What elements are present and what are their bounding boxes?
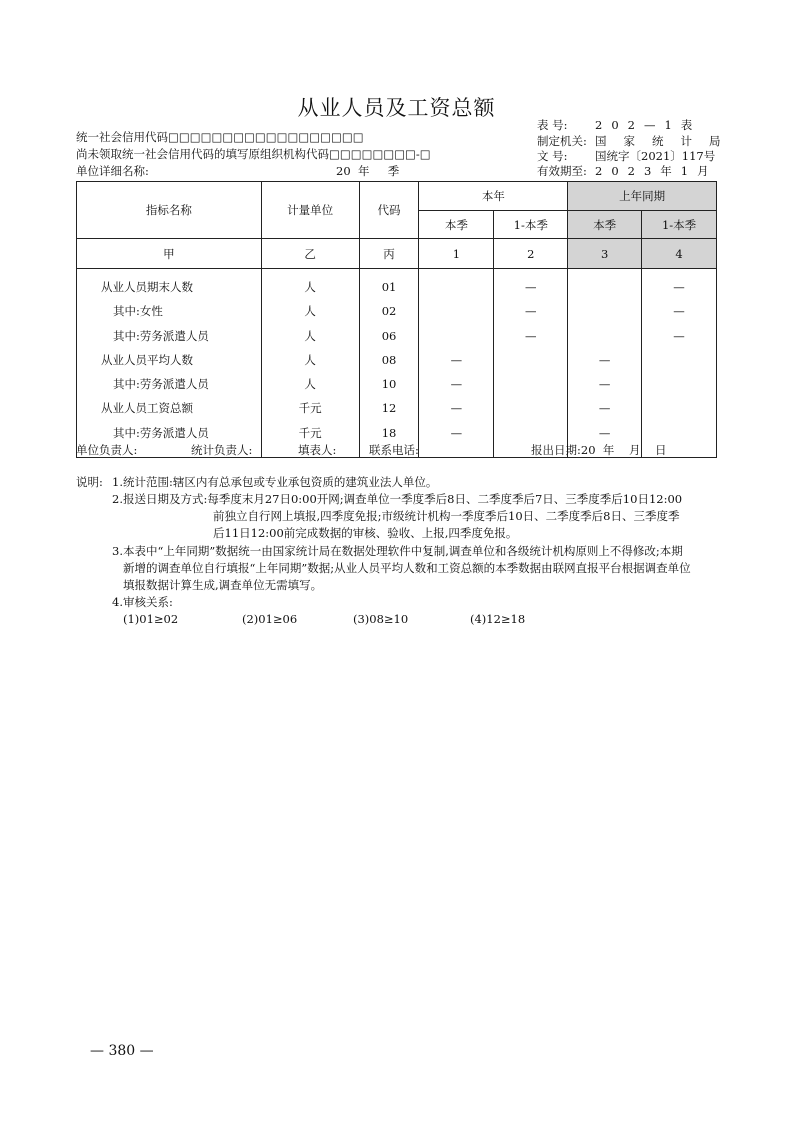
table-number <box>537 118 701 133</box>
label-cell: 4 <box>642 239 717 269</box>
value-cell: — <box>450 352 463 367</box>
note-2-cont: 后11日12:00前完成数据的审核、验收、上报,四季度免报。 <box>213 526 518 540</box>
value-cell: — <box>450 401 463 416</box>
page-number: — 380 — <box>90 1043 154 1059</box>
authority-label: 制定机关: <box>537 134 587 148</box>
credit-code-label: 统一社会信用代码 <box>76 130 168 144</box>
code-value: 08 <box>381 352 397 367</box>
value-cell: — <box>598 425 611 440</box>
code-column <box>359 269 419 458</box>
report-period: 20 年 季 <box>336 164 400 178</box>
label-cell: 乙 <box>261 239 359 269</box>
value-cell <box>568 324 641 348</box>
valid-until <box>537 164 718 179</box>
value-cell <box>419 275 493 299</box>
header-this-year-quarter: 本季 <box>419 211 494 239</box>
indicator-name: 其中:劳务派遣人员 <box>113 425 209 440</box>
indicator-name: 从业人员平均人数 <box>101 352 193 367</box>
document-number <box>537 149 715 164</box>
value-cell: — <box>598 377 611 392</box>
note-2-cont: 前独立自行网上填报,四季度免报;市级统计机构一季度季后10日、二季度季后8日、三季度季 <box>213 509 680 523</box>
header-last-year-quarter: 本季 <box>568 211 642 239</box>
code-value: 10 <box>381 377 397 392</box>
code-value: 06 <box>381 328 397 343</box>
header-this-year-ytd: 1-本季 <box>494 211 568 239</box>
check-2: (2)01≥06 <box>242 612 298 626</box>
check-3: (3)08≥10 <box>353 612 409 626</box>
statistics-table <box>76 181 717 458</box>
value-cell <box>568 299 641 323</box>
value-cell <box>494 372 567 396</box>
label-row <box>77 239 717 269</box>
note-3-cont: 新增的调查单位自行填报“上年同期”数据;从业人员平均人数和工资总额的本季数据由联网直报平台根据调查单位 <box>123 561 691 575</box>
value-cell: — <box>598 401 611 416</box>
org-code-line <box>76 147 431 162</box>
header-last-year: 上年同期 <box>568 182 717 211</box>
indicator-name: 其中:劳务派遣人员 <box>113 328 209 343</box>
header-indicator-name: 指标名称 <box>77 182 262 239</box>
authority-value: 国家统计局 <box>595 134 738 148</box>
unit-value: 千元 <box>298 425 322 440</box>
valid-until-value: 2023年1月 <box>595 164 718 178</box>
value-cell <box>642 396 716 420</box>
value-cell <box>642 372 716 396</box>
stat-head-label: 统计负责人: <box>191 443 253 457</box>
value-cell: — <box>673 304 685 319</box>
label-cell: 丙 <box>359 239 419 269</box>
code-value: 01 <box>381 280 397 294</box>
unit-value: 千元 <box>298 401 322 416</box>
filler-label: 填表人: <box>298 443 337 457</box>
table-number-label: 表 号: <box>537 118 568 132</box>
indicator-name: 从业人员工资总额 <box>101 401 193 416</box>
value-cell <box>494 396 567 420</box>
this-year-quarter-column <box>419 269 494 458</box>
value-cell <box>419 324 493 348</box>
unit-value: 人 <box>304 280 316 294</box>
value-cell: — <box>598 352 611 367</box>
indicator-name: 其中:劳务派遣人员 <box>113 377 209 392</box>
unit-head-label: 单位负责人: <box>76 443 138 457</box>
value-cell: — <box>450 377 463 392</box>
last-year-ytd-column <box>642 269 717 458</box>
valid-until-label: 有效期至: <box>537 164 587 178</box>
value-cell <box>419 299 493 323</box>
data-body <box>77 269 717 458</box>
unit-value: 人 <box>304 377 316 392</box>
check-1: (1)01≥02 <box>123 612 179 626</box>
label-cell: 1 <box>419 239 494 269</box>
note-1: 1.统计范围:辖区内有总承包或专业承包资质的建筑业法人单位。 <box>112 475 438 489</box>
credit-code-line <box>76 130 364 145</box>
value-cell: — <box>525 304 537 319</box>
table-number-value: 202—1表 <box>595 118 702 132</box>
label-cell: 3 <box>568 239 642 269</box>
value-cell: — <box>673 328 685 343</box>
unit-value: 人 <box>304 328 316 343</box>
document-number-value: 国统字〔2021〕117号 <box>595 149 716 163</box>
value-cell <box>494 348 567 372</box>
value-cell: — <box>525 280 537 294</box>
unit-name-label: 单位详细名称: <box>76 164 149 178</box>
note-3: 3.本表中“上年同期”数据统一由国家统计局在数据处理软件中复制,调查单位和各级统计机构原则上不得修改;本期 <box>112 544 683 558</box>
value-cell: — <box>525 328 537 343</box>
unit-column <box>261 269 359 458</box>
document-number-label: 文 号: <box>537 149 568 163</box>
notes-intro: 说明: <box>76 475 103 489</box>
phone-label: 联系电话: <box>369 443 419 457</box>
header-last-year-ytd: 1-本季 <box>642 211 717 239</box>
unit-value: 人 <box>304 352 316 367</box>
org-code-boxes: □□□□□□□□-□ <box>329 147 431 161</box>
note-3-cont: 填报数据计算生成,调查单位无需填写。 <box>123 578 323 592</box>
value-cell: — <box>450 425 463 440</box>
report-date: 报出日期:20 年 月 日 <box>531 443 667 457</box>
check-4: (4)12≥18 <box>470 612 526 626</box>
value-cell: — <box>673 280 685 294</box>
note-2: 2.报送日期及方式:每季度末月27日0:00开网;调查单位一季度季后8日、二季度季后7日、三季度季后10日12:00 <box>112 492 683 506</box>
this-year-ytd-column <box>494 269 568 458</box>
indicator-name: 其中:女性 <box>113 304 163 319</box>
header-unit: 计量单位 <box>261 182 359 239</box>
header-this-year: 本年 <box>419 182 568 211</box>
last-year-quarter-column <box>568 269 642 458</box>
indicator-name: 从业人员期末人数 <box>101 280 193 294</box>
org-code-label: 尚未领取统一社会信用代码的填写原组织机构代码 <box>76 147 329 161</box>
header-code: 代码 <box>359 182 419 239</box>
code-value: 18 <box>381 425 397 440</box>
credit-code-boxes: □□□□□□□□□□□□□□□□□□ <box>168 130 364 144</box>
label-cell: 2 <box>494 239 568 269</box>
value-cell <box>568 275 641 299</box>
unit-value: 人 <box>304 304 316 319</box>
page-title: 从业人员及工资总额 <box>297 96 496 120</box>
value-cell <box>642 348 716 372</box>
label-cell: 甲 <box>77 239 262 269</box>
note-4: 4.审核关系: <box>112 595 173 609</box>
indicator-names <box>77 269 262 458</box>
code-value: 12 <box>381 401 397 416</box>
code-value: 02 <box>381 304 397 319</box>
authority <box>537 134 738 149</box>
